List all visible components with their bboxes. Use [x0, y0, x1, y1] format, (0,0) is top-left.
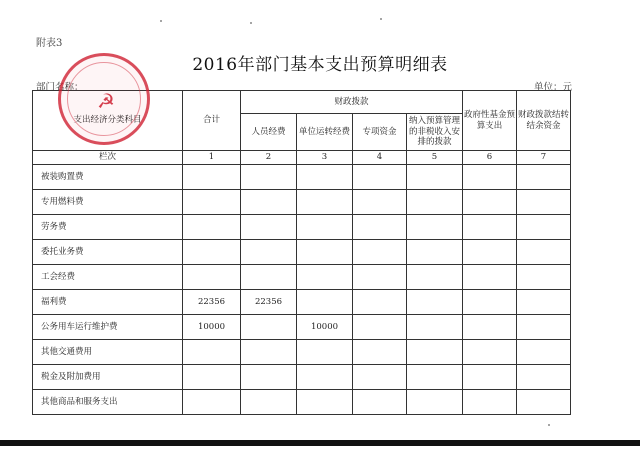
table-row — [33, 340, 571, 365]
cell-empty — [463, 190, 517, 215]
cell-empty — [407, 290, 463, 315]
cell-personnel — [241, 390, 297, 415]
cell-total — [183, 265, 241, 290]
cell-empty — [517, 365, 571, 390]
cell-personnel — [241, 165, 297, 190]
cell-operating — [297, 365, 353, 390]
header-carryover: 财政拨款结转结余资金 — [517, 91, 571, 151]
cell-personnel — [241, 340, 297, 365]
cell-empty — [407, 165, 463, 190]
cell-total — [183, 390, 241, 415]
row-label: 其他交通费用 — [33, 340, 183, 365]
cell-operating — [297, 340, 353, 365]
cell-operating — [297, 190, 353, 215]
column-number-row — [33, 151, 571, 165]
cell-empty — [463, 390, 517, 415]
table-row — [33, 215, 571, 240]
cell-total — [183, 190, 241, 215]
cell-empty — [407, 340, 463, 365]
cell-personnel — [241, 240, 297, 265]
table-row — [33, 365, 571, 390]
header-personnel: 人员经费 — [241, 114, 297, 151]
cell-operating — [297, 215, 353, 240]
cell-personnel: 22356 — [241, 290, 297, 315]
cell-empty — [407, 215, 463, 240]
cell-empty — [407, 190, 463, 215]
column-number: 6 — [463, 151, 517, 165]
cell-empty — [463, 240, 517, 265]
cell-total — [183, 165, 241, 190]
column-number: 7 — [517, 151, 571, 165]
header-operating: 单位运转经费 — [297, 114, 353, 151]
cell-empty — [407, 365, 463, 390]
cell-empty — [407, 240, 463, 265]
cell-personnel — [241, 365, 297, 390]
cell-empty — [517, 390, 571, 415]
cell-empty — [353, 240, 407, 265]
column-number: 2 — [241, 151, 297, 165]
row-label: 福利费 — [33, 290, 183, 315]
speck — [548, 424, 550, 426]
cell-empty — [517, 340, 571, 365]
row-label: 其他商品和服务支出 — [33, 390, 183, 415]
cell-empty — [353, 365, 407, 390]
header-special: 专项资金 — [353, 114, 407, 151]
cell-empty — [517, 290, 571, 315]
appendix-label: 附表3 — [36, 38, 63, 49]
cell-empty — [463, 340, 517, 365]
cell-operating: 10000 — [297, 315, 353, 340]
column-number: 5 — [407, 151, 463, 165]
cell-empty — [517, 315, 571, 340]
header-nontax: 纳入预算管理的非税收入安排的拨款 — [407, 114, 463, 151]
column-number: 4 — [353, 151, 407, 165]
cell-empty — [517, 190, 571, 215]
cell-total — [183, 240, 241, 265]
cell-empty — [517, 215, 571, 240]
speck — [380, 18, 382, 20]
cell-empty — [463, 290, 517, 315]
cell-empty — [353, 390, 407, 415]
cell-empty — [407, 390, 463, 415]
row-label: 工会经费 — [33, 265, 183, 290]
cell-operating — [297, 265, 353, 290]
cell-total: 10000 — [183, 315, 241, 340]
header-fiscal: 财政拨款 — [241, 91, 463, 114]
cell-empty — [353, 315, 407, 340]
header-item: 支出经济分类科目 — [33, 91, 183, 151]
cell-empty — [353, 265, 407, 290]
cell-empty — [517, 165, 571, 190]
cell-empty — [353, 290, 407, 315]
row-label: 被装购置费 — [33, 165, 183, 190]
cell-empty — [407, 315, 463, 340]
cell-empty — [463, 165, 517, 190]
speck — [250, 22, 252, 24]
row-label: 委托业务费 — [33, 240, 183, 265]
cell-personnel — [241, 315, 297, 340]
cell-empty — [463, 315, 517, 340]
cell-empty — [463, 265, 517, 290]
cell-empty — [407, 265, 463, 290]
cell-operating — [297, 165, 353, 190]
cell-empty — [353, 340, 407, 365]
row-label: 专用燃料费 — [33, 190, 183, 215]
table-row — [33, 390, 571, 415]
cell-empty — [463, 215, 517, 240]
page-title: 2016年部门基本支出预算明细表 — [192, 55, 448, 75]
cell-total — [183, 340, 241, 365]
cell-total: 22356 — [183, 290, 241, 315]
cell-personnel — [241, 265, 297, 290]
column-number: 1 — [183, 151, 241, 165]
table-row — [33, 265, 571, 290]
cell-empty — [353, 165, 407, 190]
table-row — [33, 240, 571, 265]
cell-empty — [463, 365, 517, 390]
cell-empty — [517, 265, 571, 290]
official-seal — [58, 53, 150, 145]
row-label: 税金及附加费用 — [33, 365, 183, 390]
cell-operating — [297, 290, 353, 315]
seal-emblem-icon: ☭ — [97, 89, 115, 113]
table-row — [33, 165, 571, 190]
row-label: 劳务费 — [33, 215, 183, 240]
cell-operating — [297, 390, 353, 415]
cell-empty — [353, 190, 407, 215]
cell-empty — [353, 215, 407, 240]
cell-total — [183, 215, 241, 240]
row-label: 公务用车运行维护费 — [33, 315, 183, 340]
department-label: 部门名称： — [36, 82, 84, 93]
speck — [160, 20, 162, 22]
scan-bottom-edge — [0, 440, 640, 446]
header-total: 合计 — [183, 91, 241, 151]
table-row — [33, 315, 571, 340]
table-row — [33, 190, 571, 215]
column-number: 3 — [297, 151, 353, 165]
cell-total — [183, 365, 241, 390]
header-gov-fund: 政府性基金预算支出 — [463, 91, 517, 151]
unit-label: 单位：元 — [533, 82, 572, 93]
cell-operating — [297, 240, 353, 265]
cell-personnel — [241, 215, 297, 240]
column-number-label: 栏次 — [33, 151, 183, 165]
cell-empty — [517, 240, 571, 265]
table-row — [33, 290, 571, 315]
cell-personnel — [241, 190, 297, 215]
